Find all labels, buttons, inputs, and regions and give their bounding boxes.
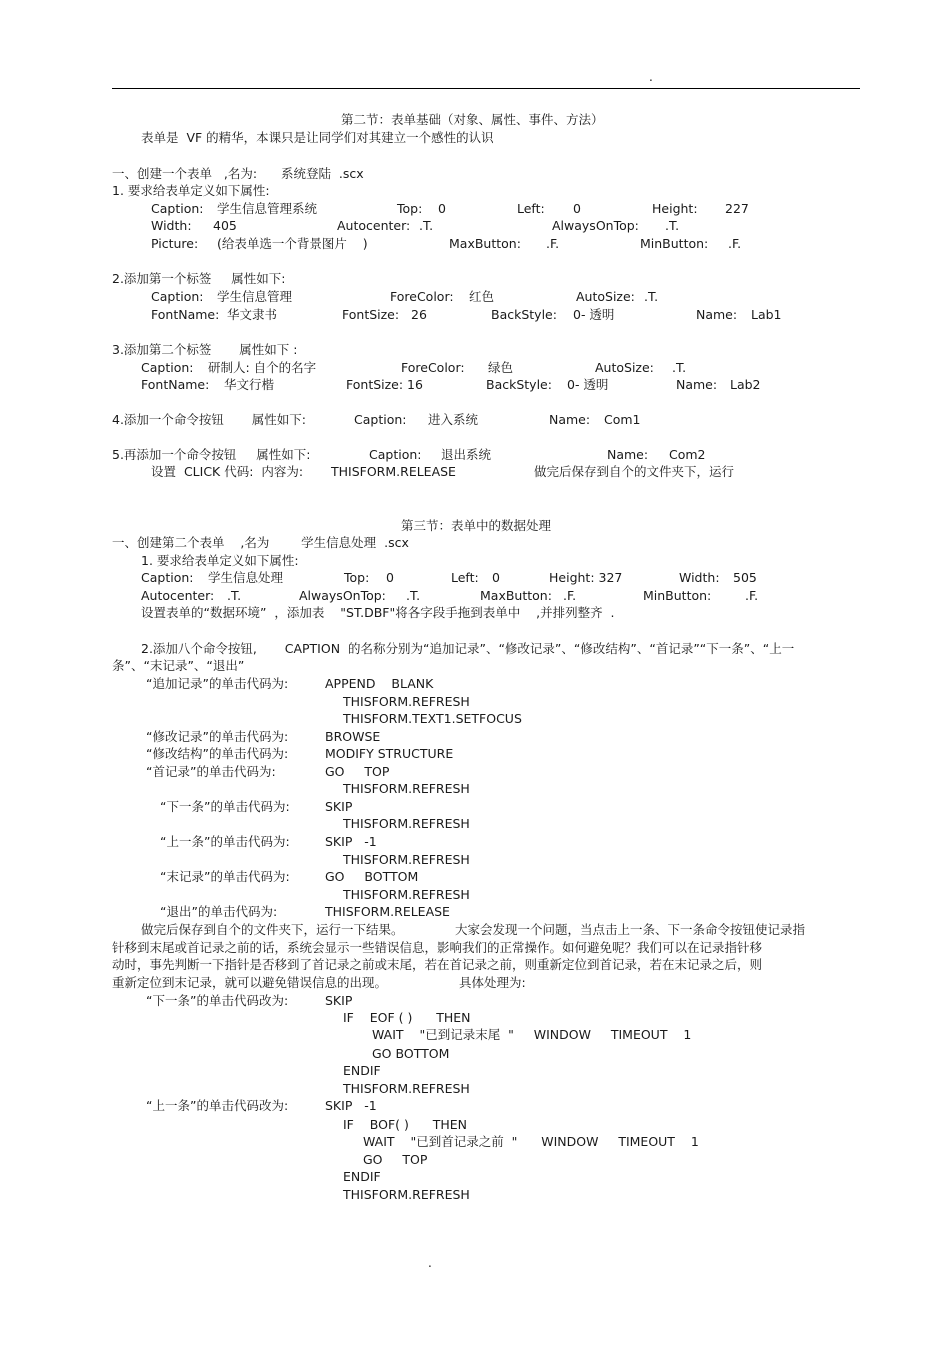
paragraph-line: 针移到末尾或首记录之前的话，系统会显示一些错误信息，影响我们的正常操作。如何避免呢？我们可以在记录指针移 xyxy=(112,940,763,955)
header-rule xyxy=(112,88,860,89)
section2-intro: 表单是 VF 的精华，本课只是让同学们对其建立一个感性的认识 xyxy=(141,130,494,145)
code-label: “末记录”的单击代码为: xyxy=(160,869,290,884)
code-line: THISFORM.REFRESH xyxy=(343,781,470,796)
form2-heading: 一、创建第二个表单 ,名为 学生信息处理 .scx xyxy=(112,535,409,550)
code-line: ENDIF xyxy=(343,1063,381,1078)
code-line: GO BOTTOM xyxy=(325,869,419,884)
prop-value: 进入系统 xyxy=(428,412,479,427)
paragraph-line: 动时，事先判断一下指针是否移到了首记录之前或末尾，若在首记录之前，则重新定位到首记录，若在末记录之后，则 xyxy=(112,957,763,972)
code-line: IF EOF ( ) THEN xyxy=(343,1010,471,1025)
prop-value: 26 xyxy=(411,307,427,322)
paragraph-line: 具体处理为: xyxy=(459,975,526,990)
code-line: SKIP xyxy=(325,993,353,1008)
prop-value: 0- 透明 xyxy=(567,377,609,392)
code-line: MODIFY STRUCTURE xyxy=(325,746,454,761)
prop-key: Name: xyxy=(549,412,591,427)
prop-value: .F. xyxy=(563,588,577,603)
prop-value: Lab1 xyxy=(751,307,782,322)
prop-key: MinButton: xyxy=(640,236,709,251)
code-line: THISFORM.TEXT1.SETFOCUS xyxy=(343,711,522,726)
code-line: THISFORM.REFRESH xyxy=(343,1187,470,1202)
prop-key: Name: xyxy=(696,307,738,322)
prop-key: Picture: xyxy=(151,236,199,251)
prop-fontsize: FontSize: 16 xyxy=(346,377,423,392)
code-label: “修改结构”的单击代码为: xyxy=(146,746,289,761)
prop-key: Caption: xyxy=(141,570,194,585)
prop-value: (给表单选一个背景图片 ) xyxy=(217,236,368,251)
prop-key: Caption: xyxy=(141,360,194,375)
code-line: SKIP xyxy=(325,799,353,814)
prop-key: ForeColor: xyxy=(390,289,454,304)
prop-value: .F. xyxy=(728,236,742,251)
prop-value: 0- 透明 xyxy=(573,307,615,322)
prop-height: Height: 327 xyxy=(549,570,623,585)
footer-mark: . xyxy=(428,1256,432,1270)
prop-key: AutoSize: xyxy=(576,289,635,304)
code-label: “退出”的单击代码为: xyxy=(160,904,278,919)
prop-value: .F. xyxy=(546,236,560,251)
prop-key: MaxButton: xyxy=(480,588,552,603)
label2-heading: 3.添加第二个标签 属性如下 : xyxy=(112,342,298,357)
prop-value: .T. xyxy=(644,289,659,304)
code-line: APPEND BLANK xyxy=(325,676,434,691)
prop-key: Caption: xyxy=(151,201,204,216)
prop-key: Left: xyxy=(517,201,545,216)
prop-value: 学生信息处理 xyxy=(208,570,284,585)
code-label: “追加记录”的单击代码为: xyxy=(146,676,289,691)
code-line: THISFORM.REFRESH xyxy=(343,816,470,831)
prop-key: ForeColor: xyxy=(401,360,465,375)
prop-key: Height: xyxy=(652,201,698,216)
code-line: GO TOP xyxy=(325,764,390,779)
prop-key: Caption: xyxy=(354,412,407,427)
section3-title: 第三节：表单中的数据处理 xyxy=(401,518,552,533)
prop-value: .T. xyxy=(227,588,242,603)
prop-key: Autocenter: xyxy=(337,218,411,233)
prop-value: 绿色 xyxy=(488,360,514,375)
command2-heading: 5.再添加一个命令按钮 属性如下: xyxy=(112,447,311,462)
prop-value: 0 xyxy=(438,201,446,216)
prop-value: 学生信息管理 xyxy=(217,289,293,304)
prop-key: Caption: xyxy=(369,447,422,462)
prop-key: AlwaysOnTop: xyxy=(552,218,639,233)
command1-heading: 4.添加一个命令按钮 属性如下: xyxy=(112,412,306,427)
code-label: “上一条”的单击代码为: xyxy=(160,834,290,849)
prop-value: 0 xyxy=(573,201,581,216)
code-label: “修改记录”的单击代码为: xyxy=(146,729,289,744)
prop-value: 227 xyxy=(725,201,749,216)
prop-key: Autocenter: xyxy=(141,588,215,603)
header-mark: . xyxy=(649,70,653,84)
code-line: THISFORM.REFRESH xyxy=(343,887,470,902)
paragraph-line: 重新定位到末记录，就可以避免错误信息的出现。 xyxy=(112,975,388,990)
prop-value: 0 xyxy=(386,570,394,585)
prop-key: Top: xyxy=(344,570,370,585)
code-label: “上一条”的单击代码改为: xyxy=(146,1098,289,1113)
section2-title: 第二节：表单基础（对象、属性、事件、方法） xyxy=(341,112,604,127)
prop-key: FontSize: xyxy=(342,307,400,322)
prop-key: Top: xyxy=(397,201,423,216)
prop-value: 405 xyxy=(213,218,237,233)
prop-key: Left: xyxy=(451,570,479,585)
prop-value: .T. xyxy=(665,218,680,233)
code-line: THISFORM.REFRESH xyxy=(343,694,470,709)
prop-key: AutoSize: xyxy=(595,360,654,375)
prop-key: BackStyle: xyxy=(486,377,552,392)
code-line: GO TOP xyxy=(363,1152,428,1167)
data-environment-note: 设置表单的“数据环境” ，添加表 "ST.DBF"将各字段手拖到表单中 ,并排列整齐 . xyxy=(141,605,615,620)
prop-value: 退出系统 xyxy=(441,447,492,462)
prop-value: 研制人: 自个的名字 xyxy=(208,360,317,375)
click-code-label: 设置 CLICK 代码: 内容为: xyxy=(151,464,304,479)
code-label: “下一条”的单击代码为: xyxy=(160,799,290,814)
form1-requirement: 1. 要求给表单定义如下属性: xyxy=(112,183,270,198)
code-line: GO BOTTOM xyxy=(372,1046,450,1061)
prop-key: Name: xyxy=(676,377,718,392)
prop-key: AlwaysOnTop: xyxy=(299,588,386,603)
buttons-intro-line2: 条”、“末记录”、“退出” xyxy=(112,658,245,673)
prop-key: Caption: xyxy=(151,289,204,304)
prop-key: FontName: xyxy=(151,307,220,322)
prop-key: Width: xyxy=(679,570,720,585)
prop-value: 学生信息管理系统 xyxy=(217,201,318,216)
click-code-value: THISFORM.RELEASE xyxy=(331,464,456,479)
prop-value: Com2 xyxy=(669,447,706,462)
buttons-intro-line1: 2.添加八个命令按钮, CAPTION 的名称分别为“追加记录”、“修改记录”、“修改结构”、“首记录”“下一条”、“上一 xyxy=(141,641,795,656)
code-line: SKIP -1 xyxy=(325,834,377,849)
code-line: THISFORM.RELEASE xyxy=(325,904,450,919)
code-label: “首记录”的单击代码为: xyxy=(146,764,276,779)
prop-value: 华文隶书 xyxy=(227,307,278,322)
prop-key: Name: xyxy=(607,447,649,462)
code-line: WAIT "已到首记录之前 " WINDOW TIMEOUT 1 xyxy=(363,1134,699,1149)
prop-key: MinButton: xyxy=(643,588,712,603)
prop-value: .T. xyxy=(419,218,434,233)
code-line: SKIP -1 xyxy=(325,1098,377,1113)
prop-value: 华文行楷 xyxy=(224,377,275,392)
prop-value: 0 xyxy=(492,570,500,585)
code-label: “下一条”的单击代码改为: xyxy=(146,993,289,1008)
code-line: BROWSE xyxy=(325,729,381,744)
click-code-note: 做完后保存到自个的文件夹下，运行 xyxy=(534,464,735,479)
label1-heading: 2.添加第一个标签 属性如下: xyxy=(112,271,286,286)
prop-value: 505 xyxy=(733,570,757,585)
prop-key: MaxButton: xyxy=(449,236,521,251)
code-line: ENDIF xyxy=(343,1169,381,1184)
prop-value: .T. xyxy=(672,360,687,375)
form1-heading: 一、创建一个表单 ,名为: 系统登陆 .scx xyxy=(112,166,364,181)
prop-value: .F. xyxy=(745,588,759,603)
prop-value: Com1 xyxy=(604,412,641,427)
form2-requirement: 1. 要求给表单定义如下属性: xyxy=(141,553,299,568)
prop-key: Width: xyxy=(151,218,192,233)
prop-value: .T. xyxy=(406,588,421,603)
prop-key: BackStyle: xyxy=(491,307,557,322)
paragraph-line: 大家会发现一个问题，当点击上一条、下一条命令按钮使记录指 xyxy=(455,922,806,937)
code-line: WAIT "已到记录末尾 " WINDOW TIMEOUT 1 xyxy=(372,1027,692,1042)
code-line: IF BOF( ) THEN xyxy=(343,1117,468,1132)
prop-value: 红色 xyxy=(469,289,495,304)
code-line: THISFORM.REFRESH xyxy=(343,1081,470,1096)
paragraph-line: 做完后保存到自个的文件夹下，运行一下结果。 xyxy=(141,922,404,937)
code-line: THISFORM.REFRESH xyxy=(343,852,470,867)
prop-value: Lab2 xyxy=(730,377,761,392)
prop-key: FontName: xyxy=(141,377,210,392)
